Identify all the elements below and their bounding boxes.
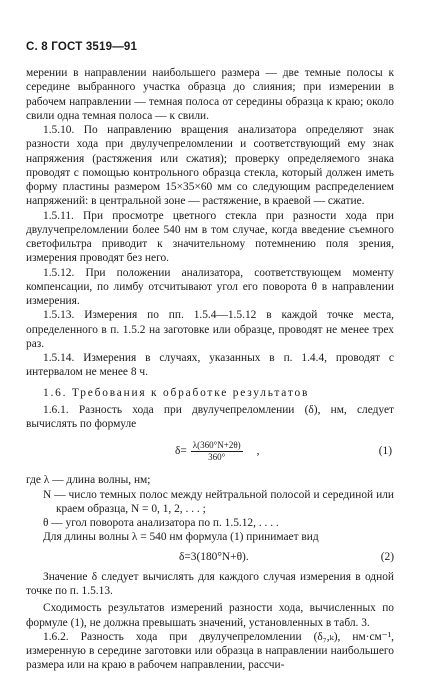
formula-2-expression: δ=3(180°N+θ). bbox=[179, 550, 249, 563]
formula-1-comma: , bbox=[256, 445, 260, 458]
where-line-lambda: где λ — длина волны, нм; bbox=[26, 474, 151, 487]
paragraph-1-6-2: 1.6.2. Разность хода при двулучепреломлении (δ₇,ₖ), нм·см⁻¹, измеренную в середине заготовки или образца в направлении наибольшего размера или на краю в рабочем направлении, рассчи- bbox=[26, 630, 394, 672]
paragraph-1-5-12: 1.5.12. При положении анализатора, соответствующем моменту компенсации, по лимбу отсчитывают угол его поворота θ в направлении измерения. bbox=[26, 266, 394, 307]
formula-1 bbox=[26, 433, 394, 469]
formula-2-number: (2) bbox=[380, 550, 394, 563]
document-body bbox=[26, 66, 394, 673]
paragraph-value: Значение δ следует вычислять для каждого случая измерения в одной точке по п. 1.5.13. bbox=[26, 570, 394, 597]
section-heading: 1.6. Требования к обработке результатов bbox=[43, 386, 310, 399]
paragraph-lambda-540: Для длины волны λ = 540 нм формула (1) принимает вид bbox=[43, 531, 319, 544]
formula-1-numerator: λ(360°N+2θ) bbox=[192, 439, 241, 450]
paragraph-continuation: мерении в направлении наибольшего размера — две темные полосы к середине выбранного участка образца до слияния; при измерении в рабочем направлении — темная полоса от середины образца к краю; около свили одна темная полоса — к свили. bbox=[26, 67, 394, 122]
formula-1-denominator: 360° bbox=[208, 451, 226, 462]
formula-1-lhs: δ= bbox=[175, 445, 187, 458]
formula-1-number: (1) bbox=[378, 445, 392, 458]
formula-2 bbox=[26, 550, 394, 564]
paragraph-1-5-13: 1.5.13. Измерения по пп. 1.5.4—1.5.12 в каждой точке места, определенного в п. 1.5.2 на заготовке или образце, проводят не менее трех раз. bbox=[26, 309, 394, 350]
page-header: С. 8 ГОСТ 3519—91 bbox=[26, 41, 138, 53]
paragraph-1-6-1: 1.6.1. Разность хода при двулучепреломлении (δ), нм, следует вычислять по формуле bbox=[26, 403, 394, 430]
paragraph-1-5-10: 1.5.10. По направлению вращения анализатора определяют знак разности хода при двулучепреломлении и соответствующий ему знак напряжения (растяжения или сжатия); проверку определяемого знака проводят с помощью контрольного образца стекла, который должен иметь форму пластины размером 15×35×60 мм со следующим распределением напряжений: в центральной зоне — растяжение, в краевой — сжатие. bbox=[26, 124, 394, 208]
where-line-n: N — число темных полос между нейтральной полосой и серединой или краем образца, N = 0, 1, 2, . . . ; bbox=[43, 488, 394, 515]
paragraph-convergence: Сходимость результатов измерений разности хода, вычисленных по формуле (1), не должна превышать значений, установленных в табл. 3. bbox=[26, 602, 394, 629]
paragraph-1-5-11: 1.5.11. При просмотре цветного стекла при разности хода при двулучепреломлении более 540 нм в том случае, когда введение съемного светофильтра приводит к значительному потемнению поля зрения, измерения проводят без него. bbox=[26, 209, 394, 265]
paragraph-1-5-14: 1.5.14. Измерения в случаях, указанных в п. 1.4.4, проводят с интервалом не менее 8 ч. bbox=[26, 352, 394, 379]
where-line-theta: θ — угол поворота анализатора по п. 1.5.12, . . . . bbox=[43, 517, 279, 529]
formula-1-fraction bbox=[191, 440, 243, 463]
